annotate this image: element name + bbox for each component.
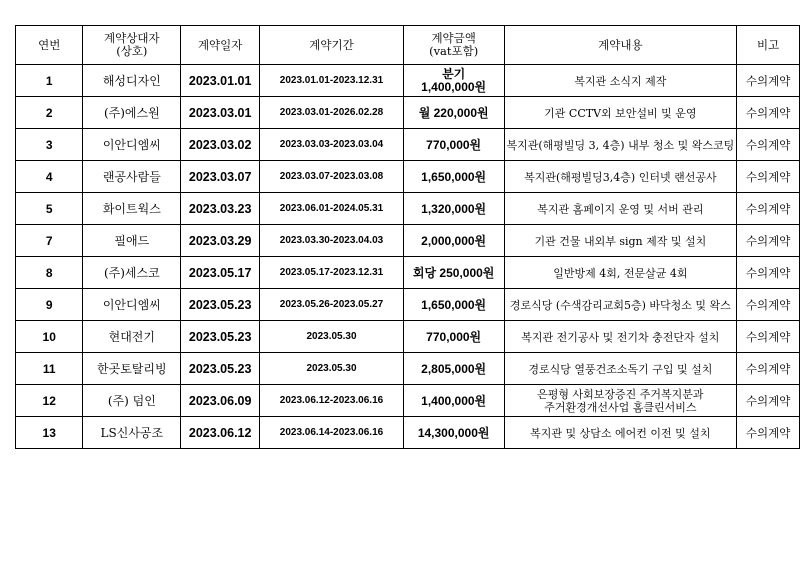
table-row	[16, 65, 800, 97]
cell-no: 5	[16, 193, 83, 225]
header-amount: 계약금액 (vat포함)	[403, 26, 504, 65]
cell-note: 수의계약	[737, 321, 800, 353]
cell-content: 복지관(해평빌딩 3, 4층) 내부 청소 및 왁스코팅	[504, 129, 737, 161]
cell-content: 복지관 홈페이지 운영 및 서버 관리	[504, 193, 737, 225]
header-date: 계약일자	[181, 26, 260, 65]
header-no: 연번	[16, 26, 83, 65]
cell-contract-period: 2023.03.03-2023.03.04	[260, 129, 404, 161]
table-row	[16, 321, 800, 353]
contract-sheet	[15, 25, 800, 449]
cell-no: 10	[16, 321, 83, 353]
cell-amount: 770,000원	[403, 321, 504, 353]
cell-contractor: 이안디엠씨	[83, 129, 181, 161]
cell-contract-period: 2023.05.26-2023.05.27	[260, 289, 404, 321]
cell-note: 수의계약	[737, 257, 800, 289]
cell-contract-period: 2023.03.30-2023.04.03	[260, 225, 404, 257]
cell-contractor: (주) 덤인	[83, 385, 181, 417]
cell-content: 복지관 전기공사 및 전기차 충전단자 설치	[504, 321, 737, 353]
cell-content: 경로식당 열풍건조소독기 구입 및 설치	[504, 353, 737, 385]
cell-no: 1	[16, 65, 83, 97]
contract-table	[15, 25, 800, 449]
cell-content: 복지관 및 상담소 에어컨 이전 및 설치	[504, 417, 737, 449]
cell-note: 수의계약	[737, 129, 800, 161]
cell-contract-period: 2023.06.14-2023.06.16	[260, 417, 404, 449]
cell-contractor: 랜공사람들	[83, 161, 181, 193]
cell-no: 11	[16, 353, 83, 385]
header-content: 계약내용	[504, 26, 737, 65]
cell-content: 은평형 사회보장증진 주거복지분과 주거환경개선사업 홈클린서비스	[504, 385, 737, 417]
table-row	[16, 129, 800, 161]
header-row	[16, 26, 800, 65]
cell-contract-period: 2023.01.01-2023.12.31	[260, 65, 404, 97]
cell-contract-date: 2023.06.12	[181, 417, 260, 449]
cell-amount: 1,650,000원	[403, 161, 504, 193]
cell-amount: 1,320,000원	[403, 193, 504, 225]
cell-no: 3	[16, 129, 83, 161]
cell-note: 수의계약	[737, 289, 800, 321]
cell-note: 수의계약	[737, 225, 800, 257]
cell-contractor: 이안디엠씨	[83, 289, 181, 321]
cell-no: 4	[16, 161, 83, 193]
cell-no: 12	[16, 385, 83, 417]
cell-no: 2	[16, 97, 83, 129]
cell-contract-date: 2023.03.01	[181, 97, 260, 129]
cell-contractor: 필애드	[83, 225, 181, 257]
cell-content: 복지관 소식지 제작	[504, 65, 737, 97]
cell-contract-date: 2023.03.07	[181, 161, 260, 193]
cell-no: 9	[16, 289, 83, 321]
cell-note: 수의계약	[737, 65, 800, 97]
cell-contract-date: 2023.03.02	[181, 129, 260, 161]
cell-contract-date: 2023.05.23	[181, 321, 260, 353]
header-name: 계약상대자 (상호)	[83, 26, 181, 65]
table-body	[16, 65, 800, 449]
cell-amount: 분기 1,400,000원	[403, 65, 504, 97]
cell-contract-period: 2023.06.12-2023.06.16	[260, 385, 404, 417]
cell-amount: 2,805,000원	[403, 353, 504, 385]
cell-contractor: 화이트웍스	[83, 193, 181, 225]
cell-contractor: LS신사공조	[83, 417, 181, 449]
cell-content: 경로식당 (수색감리교회5층) 바닥청소 및 왁스	[504, 289, 737, 321]
table-row	[16, 353, 800, 385]
cell-note: 수의계약	[737, 417, 800, 449]
cell-no: 7	[16, 225, 83, 257]
cell-contract-period: 2023.05.17-2023.12.31	[260, 257, 404, 289]
header-note: 비고	[737, 26, 800, 65]
cell-amount: 2,000,000원	[403, 225, 504, 257]
cell-no: 13	[16, 417, 83, 449]
cell-contract-period: 2023.03.07-2023.03.08	[260, 161, 404, 193]
cell-contract-date: 2023.05.23	[181, 289, 260, 321]
cell-no: 8	[16, 257, 83, 289]
cell-contractor: 한곳토탈리빙	[83, 353, 181, 385]
cell-contractor: 현대전기	[83, 321, 181, 353]
cell-contract-date: 2023.01.01	[181, 65, 260, 97]
cell-contract-period: 2023.05.30	[260, 353, 404, 385]
cell-note: 수의계약	[737, 353, 800, 385]
cell-contract-period: 2023.03.01-2026.02.28	[260, 97, 404, 129]
table-row	[16, 385, 800, 417]
table-row	[16, 97, 800, 129]
cell-content: 기관 건물 내외부 sign 제작 및 설치	[504, 225, 737, 257]
cell-note: 수의계약	[737, 193, 800, 225]
cell-amount: 14,300,000원	[403, 417, 504, 449]
table-row	[16, 193, 800, 225]
cell-contract-date: 2023.06.09	[181, 385, 260, 417]
cell-content: 복지관(해평빌딩3,4층) 인터넷 랜선공사	[504, 161, 737, 193]
table-row	[16, 417, 800, 449]
cell-contract-period: 2023.06.01-2024.05.31	[260, 193, 404, 225]
table-row	[16, 225, 800, 257]
cell-note: 수의계약	[737, 385, 800, 417]
table-row	[16, 257, 800, 289]
cell-contractor: 해성디자인	[83, 65, 181, 97]
header-period: 계약기간	[260, 26, 404, 65]
cell-contract-period: 2023.05.30	[260, 321, 404, 353]
cell-amount: 월 220,000원	[403, 97, 504, 129]
cell-note: 수의계약	[737, 161, 800, 193]
cell-amount: 1,400,000원	[403, 385, 504, 417]
cell-contract-date: 2023.03.23	[181, 193, 260, 225]
cell-contract-date: 2023.05.23	[181, 353, 260, 385]
cell-amount: 770,000원	[403, 129, 504, 161]
table-row	[16, 161, 800, 193]
cell-content: 기관 CCTV외 보안설비 및 운영	[504, 97, 737, 129]
cell-amount: 회당 250,000원	[403, 257, 504, 289]
cell-note: 수의계약	[737, 97, 800, 129]
cell-contract-date: 2023.03.29	[181, 225, 260, 257]
cell-contractor: (주)에스원	[83, 97, 181, 129]
cell-contract-date: 2023.05.17	[181, 257, 260, 289]
cell-amount: 1,650,000원	[403, 289, 504, 321]
cell-contractor: (주)세스코	[83, 257, 181, 289]
table-row	[16, 289, 800, 321]
cell-content: 일반방제 4회, 전문살균 4회	[504, 257, 737, 289]
